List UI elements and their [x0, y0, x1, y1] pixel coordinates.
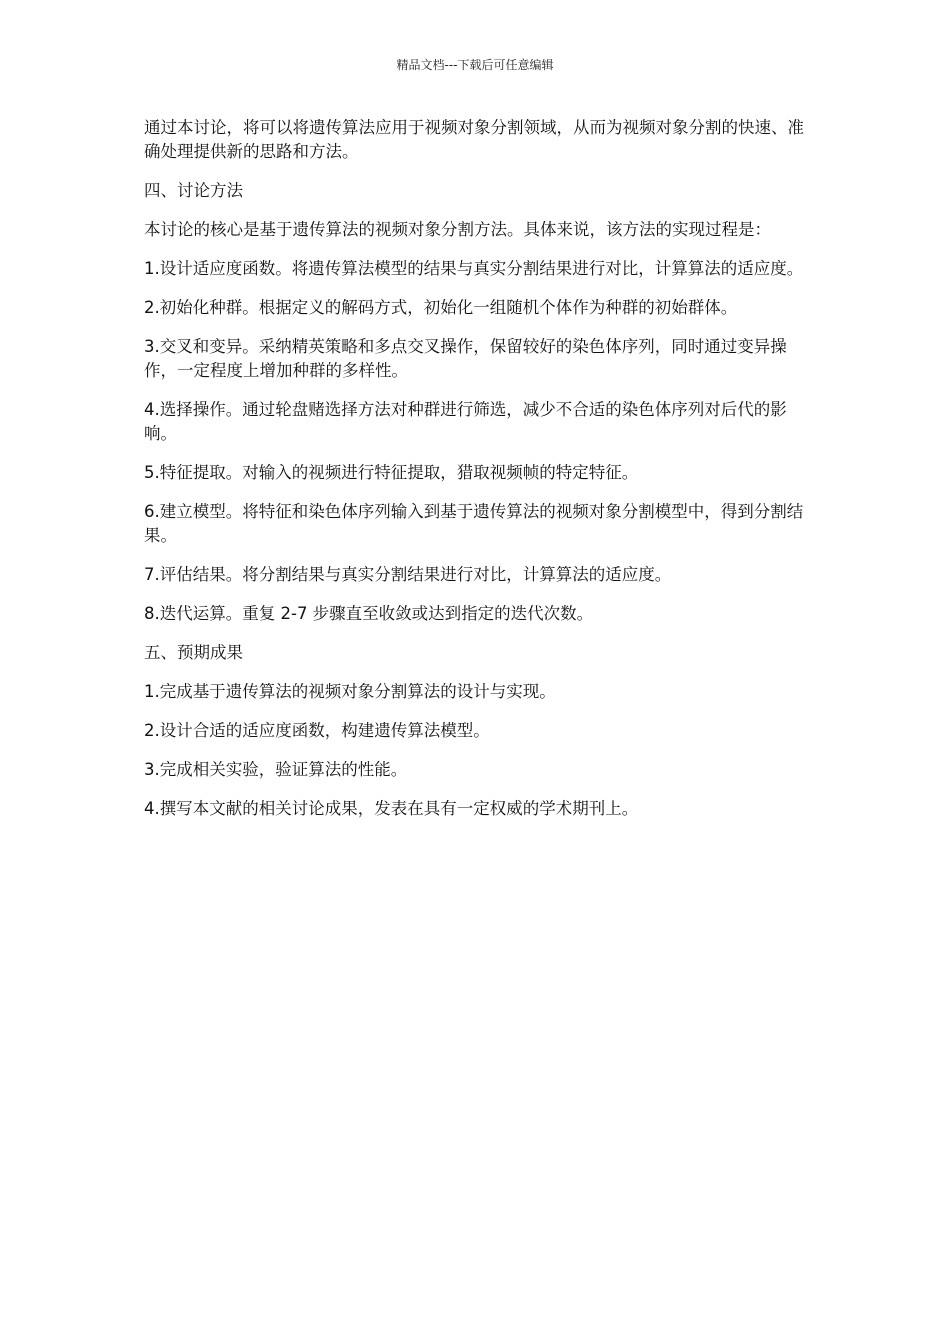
list-item-outcome-4: 4.撰写本文献的相关讨论成果，发表在具有一定权威的学术期刊上。: [144, 799, 639, 818]
list-item-step-3: 3.交叉和变异。采纳精英策略和多点交叉操作，保留较好的染色体序列，同时通过变异操作，一定程度上增加种群的多样性。: [144, 337, 787, 380]
section-heading-outcomes: 五、预期成果: [144, 643, 243, 662]
list-item-step-6: 6.建立模型。将特征和染色体序列输入到基于遗传算法的视频对象分割模型中，得到分割结果。: [144, 502, 804, 545]
list-item-step-7: 7.评估结果。将分割结果与真实分割结果进行对比，计算算法的适应度。: [144, 565, 672, 584]
list-item-outcome-3: 3.完成相关实验，验证算法的性能。: [144, 760, 408, 779]
list-item-step-8: 8.迭代运算。重复 2-7 步骤直至收敛或达到指定的迭代次数。: [144, 604, 594, 623]
list-item-outcome-2: 2.设计合适的适应度函数，构建遗传算法模型。: [144, 721, 490, 740]
page-header: 精品文档---下载后可任意编辑: [396, 58, 554, 72]
document-body: [144, 116, 808, 836]
list-item-step-2: 2.初始化种群。根据定义的解码方式，初始化一组随机个体作为种群的初始群体。: [144, 298, 738, 317]
paragraph-methods-intro: 本讨论的核心是基于遗传算法的视频对象分割方法。具体来说，该方法的实现过程是：: [144, 220, 771, 239]
list-item-step-4: 4.选择操作。通过轮盘赌选择方法对种群进行筛选，减少不合适的染色体序列对后代的影响。: [144, 400, 787, 443]
paragraph-intro-conclusion: 通过本讨论，将可以将遗传算法应用于视频对象分割领域，从而为视频对象分割的快速、准确处理提供新的思路和方法。: [144, 118, 804, 161]
section-heading-methods: 四、讨论方法: [144, 181, 243, 200]
list-item-step-1: 1.设计适应度函数。将遗传算法模型的结果与真实分割结果进行对比，计算算法的适应度。: [144, 259, 804, 278]
list-item-outcome-1: 1.完成基于遗传算法的视频对象分割算法的设计与实现。: [144, 682, 556, 701]
list-item-step-5: 5.特征提取。对输入的视频进行特征提取，猎取视频帧的特定特征。: [144, 463, 639, 482]
